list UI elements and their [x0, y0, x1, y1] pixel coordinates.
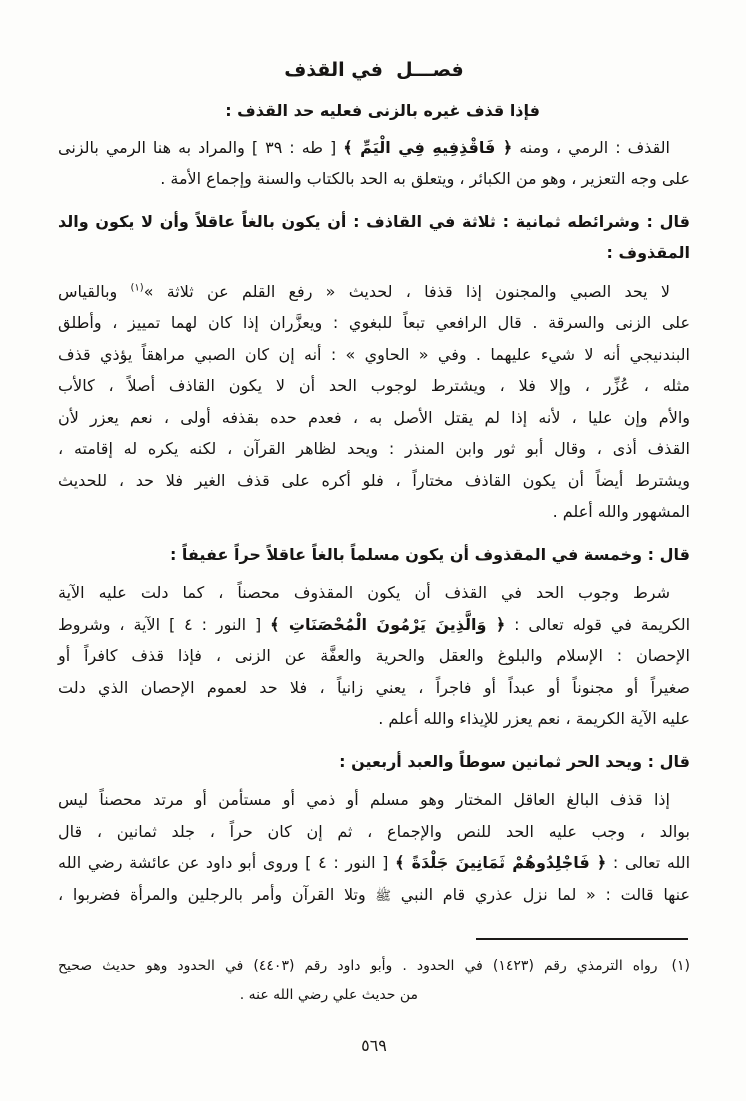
page-number: ٥٦٩: [361, 1036, 387, 1055]
text-segment: قال : ويحد الحر ثمانين سوطاً والعبد أربعين :: [339, 751, 690, 771]
text-segment: قال : وخمسة في المقذوف أن يكون مسلماً بالغاً عاقلاً حراً عفيفاً :: [169, 544, 690, 564]
text-segment: عليه الآية الكريمة ، نعم يعزر للإيذاء والله أعلم .: [378, 709, 690, 728]
footnote-separator: [476, 938, 688, 940]
body-line: [58, 703, 690, 735]
body-line: [58, 370, 690, 402]
quran-verse: ﴿ فَاجْلِدُوهُمْ ثَمَانِينَ جَلْدَةً ﴾: [395, 853, 607, 872]
body-line: [58, 496, 690, 528]
body-line: [58, 276, 690, 308]
text-segment: الكريمة في قوله تعالى :: [505, 614, 691, 634]
text-segment: القذف : الرمي ، ومنه: [512, 137, 670, 157]
footnote: [58, 938, 690, 1010]
text-segment: وتلا القرآن وأمر بالرجلين والمرأة فضربوا ،: [58, 884, 376, 904]
text-segment: شرط وجوب الحد في القذف أن يكون المقذوف محصناً ، كما دلت عليه الآية: [58, 583, 670, 602]
footnote-line: [58, 952, 690, 981]
body-line: [58, 609, 690, 641]
text-segment: [ طه : ٣٩ ] والمراد به هنا الرمي بالزنى: [58, 137, 344, 157]
body-line: [58, 465, 690, 497]
text-segment: على وجه التعزير ، وهو من الكبائر ، ويتعلق به الحد بالكتاب والسنة وإجماع الأمة .: [160, 169, 690, 188]
body-line: [58, 433, 690, 465]
text-segment: [ النور : ٤ ] الآية ، وشروط: [58, 614, 271, 634]
body-line: [58, 847, 690, 879]
text-segment: الإحصان : الإسلام والبلوغ والعقل والحرية والعفَّة عن الزنى ، فإذا قذف كافراً أو: [58, 646, 690, 665]
text-segment: بوالد ، وجب عليه الحد للنص والإجماع ، ثم إن كان حراً ، جلد ثمانين ، قال: [58, 821, 690, 841]
pbuh-symbol: ﷺ: [375, 888, 392, 904]
text-segment: صغيراً أو مجنوناً أو عبداً أو فاجراً ، يعني زانياً ، فلا حد لعموم الإحصان الذي دلت: [58, 677, 690, 697]
text-segment: على الزنى والسرقة . قال الرافعي تبعاً للبغوي : ويعزَّران إذا كان لهما تمييز ، وأطلق: [58, 313, 690, 332]
body-line: [58, 577, 690, 609]
footnote-marker: (١): [671, 958, 690, 974]
body-line: [58, 163, 690, 195]
text-segment: قال : وشرائطه ثمانية : ثلاثة في القاذف : أن يكون بالغاً عاقلاً وأن لا يكون والد: [58, 211, 690, 231]
footnote-text: رواه الترمذي رقم (١٤٢٣) في الحدود . وأبو داود رقم (٤٤٠٣) في الحدود وهو حديث صحيح: [58, 958, 658, 974]
text-segment: إذا قذف البالغ العاقل المختار وهو مسلم أو ذمي أو مستأمن أو مرتد محصناً ليس: [58, 790, 670, 809]
matn-line: [58, 237, 690, 269]
body-line: [58, 402, 690, 434]
matn-line: [58, 206, 690, 238]
body-line: [58, 784, 690, 816]
text-segment: وبالقياس: [58, 281, 131, 301]
body-line: [58, 640, 690, 672]
matn-lead: [58, 95, 690, 127]
text-segment: البندنيجي أنه لا شيء عليهما . وفي « الحاوي » : أنه إن كان الصبي مراهقاً يؤذي قذف: [58, 344, 690, 364]
text-segment: فإذا قذف غيره بالزنى فعليه حد القذف :: [225, 101, 540, 120]
text-segment: القذف أذى ، وقال أبو ثور وابن المنذر : ويحد لظاهر القرآن ، لكنه يكره له إقامته ،: [58, 439, 690, 458]
body-line: [58, 672, 690, 704]
quran-verse: ﴿ فَاقْذِفِيهِ فِي الْيَمِّ ﴾: [343, 137, 513, 157]
text-segment: عنها قالت : « لما نزل عذري قام النبي: [391, 884, 690, 904]
body-text: [58, 95, 690, 912]
text-segment: لا يحد الصبي والمجنون إذا قذفا ، لحديث « رفع القلم عن ثلاثة »: [143, 281, 670, 301]
text-segment: الله تعالى :: [606, 853, 691, 872]
section-title: فصـــل في القذف: [284, 59, 464, 81]
footnote-ref: (١): [130, 282, 144, 294]
body-line: [58, 816, 690, 848]
matn-line: [58, 539, 690, 571]
body-line: [58, 307, 690, 339]
quran-verse: ﴿ وَالَّذِينَ يَرْمُونَ الْمُحْصَنَاتِ ﴾: [270, 614, 506, 634]
body-line: [58, 339, 690, 371]
footnote-text-continued: من حديث علي رضي الله عنه .: [239, 987, 418, 1003]
text-segment: مثله ، عُزِّر ، وإلا فلا ، ويشترط لوجوب الحد أن لا يكون القاذف أصلاً ، كالأب: [58, 376, 690, 395]
matn-line: [58, 746, 690, 778]
text-segment: المشهور والله أعلم .: [552, 502, 690, 521]
text-segment: والأم وإن عليا ، لأنه إذا لم يقتل الأصل به ، فعدم حده بقذفه أولى ، نعم يعزر لأن: [58, 407, 690, 427]
body-line: [58, 879, 690, 913]
text-segment: [ النور : ٤ ] وروى أبو داود عن عائشة رضي الله: [58, 853, 396, 872]
body-line: [58, 132, 690, 164]
text-segment: ويشترط أيضاً أن يكون القاذف مختاراً ، فلو أكره على قذف الغير فلا حد ، للحديث: [58, 470, 690, 490]
text-segment: المقذوف :: [606, 243, 690, 262]
